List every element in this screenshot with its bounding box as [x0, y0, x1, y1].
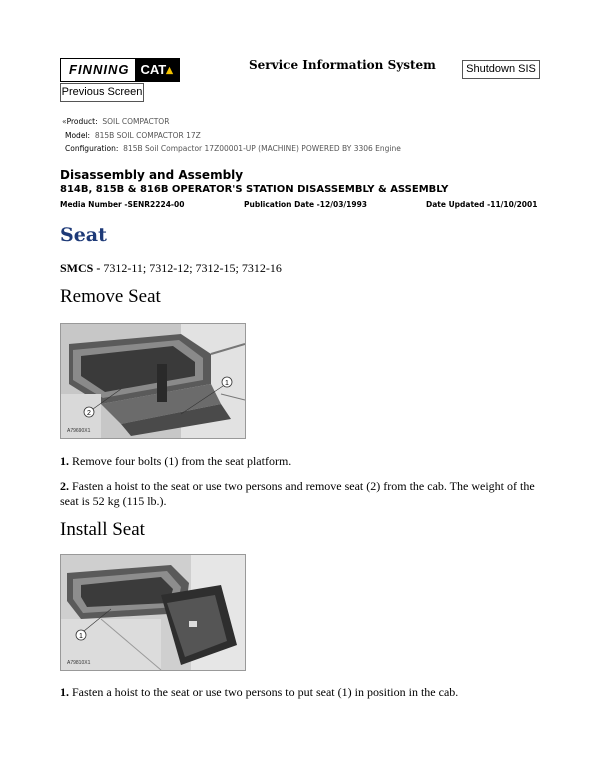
install-step-1-number: 1.	[60, 685, 69, 699]
install-step-1-text: Fasten a hoist to the seat or use two persons to put seat (1) in position in the cab.	[72, 685, 459, 699]
collapse-arrows-icon[interactable]: «	[62, 117, 67, 126]
install-step-1	[60, 685, 544, 700]
product-value: SOIL COMPACTOR	[102, 117, 170, 126]
page-title: Seat	[60, 224, 107, 246]
media-number: Media Number -SENR2224-00	[60, 200, 185, 209]
publication-date: Publication Date -12/03/1993	[244, 200, 368, 209]
smcs-label: SMCS -	[60, 261, 101, 275]
install-image-label: A79810X1	[67, 660, 91, 666]
model-label: Model:	[65, 131, 91, 140]
remove-step-2-text: Fasten a hoist to the seat or use two persons and remove seat (2) from the cab. The weight of the seat is 52 kg (115 lb.).	[60, 479, 535, 508]
remove-seat-heading: Remove Seat	[60, 286, 161, 307]
smcs-codes	[60, 261, 282, 276]
config-value: 815B Soil Compactor 17Z00001-UP (MACHINE) POWERED BY 3306 Engine	[123, 144, 401, 153]
remove-step-2-number: 2.	[60, 479, 69, 493]
install-seat-photo	[60, 554, 246, 671]
remove-seat-illustration	[61, 324, 245, 438]
shutdown-sis-button[interactable]: Shutdown SIS	[462, 60, 540, 79]
remove-step-1-number: 1.	[60, 454, 69, 468]
install-seat-illustration	[61, 555, 245, 670]
system-title: Service Information System	[249, 58, 436, 72]
remove-seat-photo	[60, 323, 246, 439]
remove-callout-1: 1	[225, 380, 229, 387]
finning-cat-logo	[60, 58, 180, 82]
install-callout-1: 1	[79, 633, 83, 640]
model-value: 815B SOIL COMPACTOR 17Z	[94, 131, 201, 140]
previous-screen-button[interactable]: Previous Screen	[60, 83, 144, 102]
remove-step-1-text: Remove four bolts (1) from the seat platform.	[72, 454, 292, 468]
document-subheading: 814B, 815B & 816B OPERATOR'S STATION DISASSEMBLY & ASSEMBLY	[60, 184, 449, 195]
remove-callout-2: 2	[87, 410, 91, 417]
logo-cat-text: CAT▴	[135, 59, 178, 81]
meta-configuration	[65, 144, 401, 153]
logo-finning-text: FINNING	[61, 59, 135, 81]
meta-product	[62, 117, 169, 126]
remove-step-1	[60, 454, 544, 469]
date-updated: Date Updated -11/10/2001	[426, 200, 538, 209]
config-label: Configuration:	[65, 144, 119, 153]
smcs-value: 7312-11; 7312-12; 7312-15; 7312-16	[103, 261, 282, 275]
meta-model	[65, 131, 201, 140]
product-label: Product:	[66, 117, 98, 126]
document-heading: Disassembly and Assembly	[60, 168, 244, 182]
remove-step-2	[60, 479, 544, 509]
install-seat-heading: Install Seat	[60, 519, 145, 540]
remove-image-label: A79690X1	[67, 428, 91, 434]
